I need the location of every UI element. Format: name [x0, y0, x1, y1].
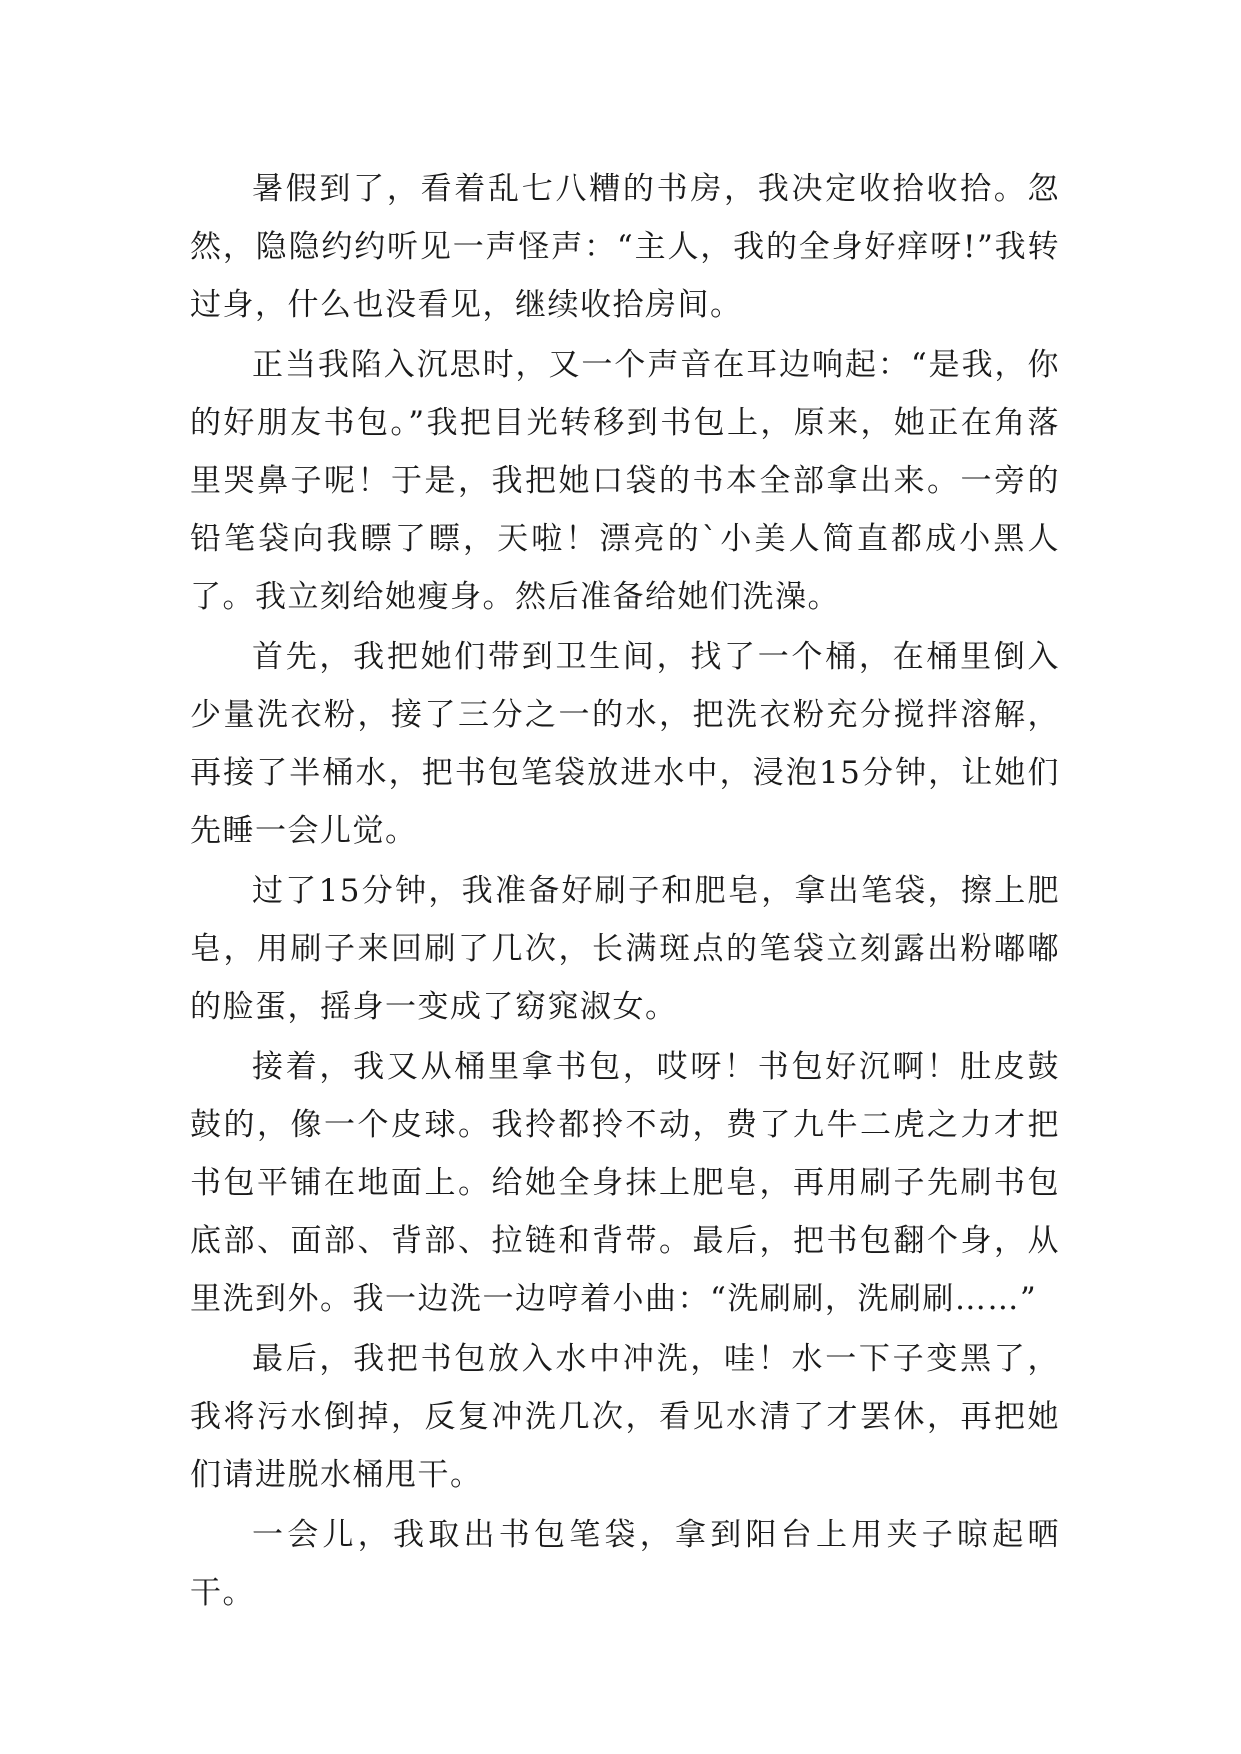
paragraph-6: 最后，我把书包放入水中冲洗，哇！水一下子变黑了，我将污水倒掉，反复冲洗几次，看见水清了才罢休，再把她们请进脱水桶甩干。	[190, 1341, 1060, 1493]
paragraph-1: 暑假到了，看着乱七八糟的书房，我决定收拾收拾。忽然，隐隐约约听见一声怪声：“主人，我的全身好痒呀!”我转过身，什么也没看见，继续收拾房间。	[190, 171, 1060, 323]
paragraph-7: 一会儿，我取出书包笔袋，拿到阳台上用夹子晾起晒干。	[190, 1517, 1060, 1611]
paragraph-3: 首先，我把她们带到卫生间，找了一个桶，在桶里倒入少量洗衣粉，接了三分之一的水，把洗衣粉充分搅拌溶解，再接了半桶水，把书包笔袋放进水中，浸泡15分钟，让她们先睡一会儿觉。	[190, 639, 1060, 849]
paragraph-5: 接着，我又从桶里拿书包，哎呀！书包好沉啊！肚皮鼓鼓的，像一个皮球。我拎都拎不动，费了九牛二虎之力才把书包平铺在地面上。给她全身抹上肥皂，再用刷子先刷书包底部、面部、背部、拉链和背带。最后，把书包翻个身，从里洗到外。我一边洗一边哼着小曲：“洗刷刷，洗刷刷……”	[190, 1049, 1060, 1317]
document-body	[190, 160, 1060, 1624]
paragraph-2: 正当我陷入沉思时，又一个声音在耳边响起：“是我，你的好朋友书包。”我把目光转移到书包上，原来，她正在角落里哭鼻子呢！于是，我把她口袋的书本全部拿出来。一旁的铅笔袋向我瞟了瞟，天啦！漂亮的`小美人简直都成小黑人了。我立刻给她瘦身。然后准备给她们洗澡。	[190, 347, 1060, 615]
paragraph-4: 过了15分钟，我准备好刷子和肥皂，拿出笔袋，擦上肥皂，用刷子来回刷了几次，长满斑点的笔袋立刻露出粉嘟嘟的脸蛋，摇身一变成了窈窕淑女。	[190, 873, 1060, 1025]
